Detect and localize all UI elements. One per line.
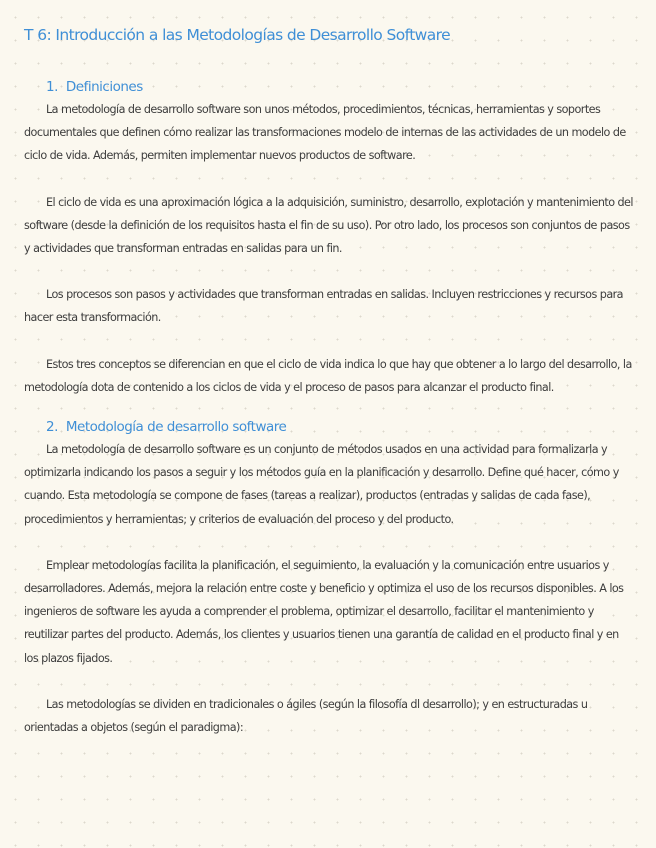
paragraph: La metodología de desarrollo software es un conjunto de métodos usados en una actividad para formalizarla y optimizarla indicando los pasos a seguir y los métodos guía en la planificación y desarrollo. Define qué hacer, cómo y cuando. Esta metodología se compone de fases (tareas a realizar), productos (entradas y salidas de cada fase), procedimientos y herramientas; y criterios de evaluación del proceso y del producto.: [24, 443, 619, 526]
paragraph: Emplear metodologías facilita la planificación, el seguimiento, la evaluación y la comunicación entre usuarios y desarrolladores. Además, mejora la relación entre coste y beneficio y optimiza el uso de los recursos disponibles. A los ingenieros de software les ayuda a comprender el problema, optimizar el desarrollo, facilitar el mantenimiento y reutilizar partes del producto. Además, los clientes y usuarios tienen una garantía de calidad en el producto final y en los plazos fijados.: [24, 558, 624, 665]
section-metodologia: [24, 416, 634, 739]
page-title: T 6: Introducción a las Metodologías de Desarrollo Software: [24, 26, 451, 44]
section-heading: [46, 76, 634, 98]
section-title: Metodología de desarrollo software: [65, 419, 287, 436]
paragraph: La metodología de desarrollo software son unos métodos, procedimientos, técnicas, herramientas y soportes documentales que definen cómo realizar las transformaciones modelo de internas de las actividades de un modelo de ciclo de vida. Además, permiten implementar nuevos productos de software.: [24, 103, 626, 163]
paragraph: Los procesos son pasos y actividades que transforman entradas en salidas. Incluyen restricciones y recursos para hacer esta transformación.: [24, 288, 623, 325]
section-definiciones: [24, 76, 634, 399]
section-number: 2.: [46, 419, 58, 436]
section-number: 1.: [46, 79, 58, 95]
paragraph: El ciclo de vida es una aproximación lógica a la adquisición, suministro, desarrollo, explotación y mantenimiento del software (desde la definición de los requisitos hasta el fin de su uso). Por otro lado, los procesos son conjuntos de pasos y actividades que transforman entradas en salidas para un fin.: [24, 195, 633, 256]
section-title: Definiciones: [65, 79, 143, 95]
section-heading: [46, 416, 634, 438]
paragraph: Las metodologías se dividen en tradicionales o ágiles (según la filosofía dl desarrollo); y en estructuradas u orientadas a objetos (según el paradigma):: [24, 697, 588, 735]
paragraph: Estos tres conceptos se diferencian en que el ciclo de vida indica lo que hay que obtener a lo largo del desarrollo, la metodología dota de contenido a los ciclos de vida y el proceso de pasos para alcanzar el producto final.: [24, 357, 632, 394]
